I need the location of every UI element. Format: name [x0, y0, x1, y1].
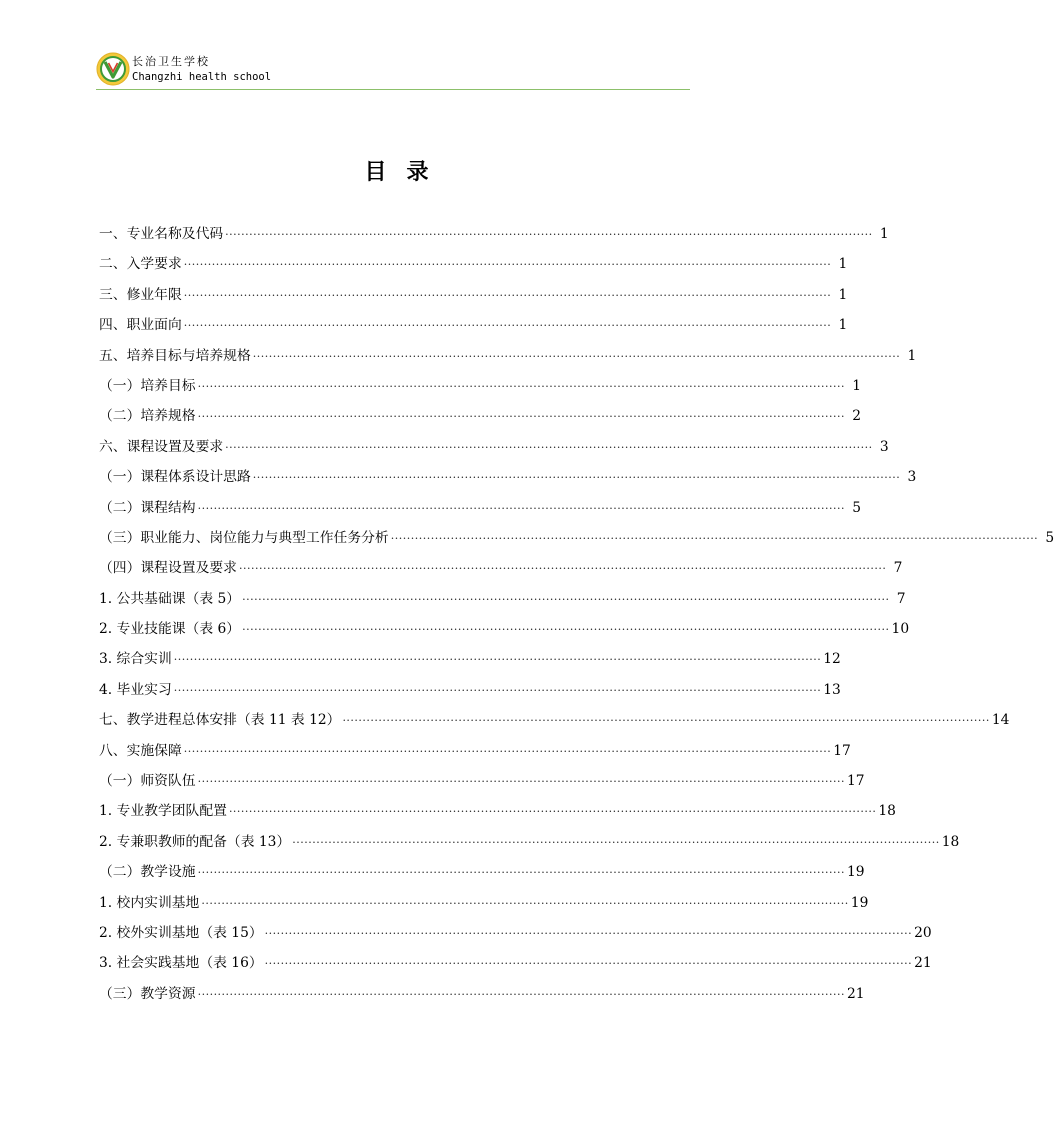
- toc-entry-title: 2. 专业技能课（表 6）: [99, 621, 241, 638]
- toc-entry-page-number: 1: [838, 256, 848, 273]
- toc-entry[interactable]: [99, 981, 865, 1011]
- school-name-chinese: 长治卫生学校: [132, 55, 210, 68]
- toc-dot-leader: ··································································································································································: [390, 531, 1039, 545]
- toc-dot-leader: ··································································································································································: [264, 957, 913, 971]
- school-emblem-icon: [96, 52, 130, 86]
- toc-entry-page-number: 1: [907, 347, 917, 364]
- toc-entry-title: 3. 综合实训: [99, 651, 172, 668]
- toc-entry-page-number: 5: [852, 499, 862, 516]
- toc-entry-page-number: 1: [838, 286, 848, 303]
- toc-entry[interactable]: [99, 768, 865, 798]
- toc-entry-page-number: 19: [847, 864, 865, 881]
- toc-entry-page-number: 10: [891, 621, 910, 638]
- toc-entry[interactable]: [99, 738, 851, 768]
- toc-dot-leader: ··································································································································································: [183, 319, 832, 333]
- toc-entry-page-number: 13: [823, 681, 841, 698]
- toc-entry[interactable]: [99, 464, 917, 494]
- toc-entry[interactable]: [99, 586, 906, 616]
- toc-entry-page-number: 7: [893, 560, 903, 577]
- toc-entry[interactable]: [99, 403, 862, 433]
- toc-dot-leader: ··································································································································································: [228, 805, 877, 819]
- toc-entry[interactable]: [99, 555, 903, 585]
- school-name-english: Changzhi health school: [132, 71, 272, 83]
- toc-dot-leader: ··································································································································································: [173, 683, 822, 697]
- toc-entry-title: 2. 校外实训基地（表 15）: [99, 924, 263, 941]
- toc-entry-page-number: 3: [879, 438, 889, 455]
- toc-entry-title: 五、培养目标与培养规格: [99, 347, 251, 364]
- toc-entry-title: （二）教学设施: [99, 864, 196, 881]
- toc-entry-page-number: 12: [823, 651, 841, 668]
- toc-entry-title: 1. 校内实训基地: [99, 894, 200, 911]
- toc-entry-page-number: 17: [833, 742, 851, 759]
- toc-entry-page-number: 14: [991, 712, 1010, 729]
- toc-entry[interactable]: [99, 798, 896, 828]
- toc-entry-title: （二）课程结构: [99, 499, 196, 516]
- toc-dot-leader: ··································································································································································: [183, 258, 832, 272]
- toc-entry[interactable]: [99, 829, 960, 859]
- toc-dot-leader: ··································································································································································: [342, 714, 990, 728]
- toc-entry[interactable]: [99, 920, 932, 950]
- toc-entry-page-number: 18: [878, 803, 896, 820]
- toc-entry[interactable]: [99, 251, 848, 281]
- toc-entry-page-number: 2: [852, 408, 862, 425]
- toc-entry[interactable]: [99, 950, 932, 980]
- toc-dot-leader: ··································································································································································: [242, 592, 890, 606]
- toc-dot-leader: ··································································································································································: [225, 440, 873, 454]
- toc-entry-title: 4. 毕业实习: [99, 681, 172, 698]
- toc-dot-leader: ··································································································································································: [252, 471, 901, 485]
- toc-entry[interactable]: [99, 616, 910, 646]
- toc-title: 目录: [364, 160, 449, 185]
- toc-entry-title: 1. 公共基础课（表 5）: [99, 590, 241, 607]
- table-of-contents: [99, 221, 1054, 1011]
- toc-entry-title: （一）师资队伍: [99, 773, 196, 790]
- toc-entry[interactable]: [99, 707, 1010, 737]
- toc-entry-title: 二、入学要求: [99, 256, 182, 273]
- toc-entry-page-number: 1: [879, 226, 889, 242]
- toc-dot-leader: ··································································································································································: [197, 410, 846, 424]
- toc-dot-leader: ··································································································································································: [173, 653, 822, 667]
- toc-entry[interactable]: [99, 525, 1054, 555]
- toc-entry-title: （一）课程体系设计思路: [99, 469, 251, 486]
- toc-entry[interactable]: [99, 312, 848, 342]
- toc-dot-leader: ··································································································································································: [197, 866, 846, 880]
- toc-entry-title: （四）课程设置及要求: [99, 560, 237, 577]
- toc-dot-leader: ··································································································································································: [197, 775, 846, 789]
- toc-entry-title: 六、课程设置及要求: [99, 438, 224, 455]
- toc-entry-page-number: 19: [850, 894, 869, 911]
- toc-entry-title: 一、专业名称及代码: [99, 226, 224, 242]
- toc-entry-title: 1. 专业教学团队配置: [99, 803, 227, 820]
- toc-entry[interactable]: [99, 373, 862, 403]
- toc-entry-title: （三）教学资源: [99, 985, 196, 1002]
- toc-dot-leader: ··································································································································································: [242, 623, 890, 637]
- toc-dot-leader: ··································································································································································: [225, 228, 873, 241]
- toc-entry-title: （三）职业能力、岗位能力与典型工作任务分析: [99, 529, 389, 546]
- toc-entry-page-number: 20: [914, 924, 932, 941]
- toc-dot-leader: ··································································································································································: [183, 744, 832, 758]
- header-divider: [96, 89, 690, 90]
- toc-entry[interactable]: [99, 859, 865, 889]
- toc-entry-title: （一）培养目标: [99, 377, 196, 394]
- toc-entry-page-number: 7: [896, 590, 906, 607]
- toc-entry-page-number: 1: [852, 377, 862, 394]
- toc-entry-title: 3. 社会实践基地（表 16）: [99, 955, 263, 972]
- toc-dot-leader: ··································································································································································: [197, 379, 846, 393]
- toc-dot-leader: ··································································································································································: [238, 562, 887, 576]
- toc-dot-leader: ··································································································································································: [201, 896, 849, 910]
- toc-dot-leader: ··································································································································································: [197, 501, 846, 515]
- toc-entry[interactable]: [99, 495, 862, 525]
- toc-entry[interactable]: [99, 890, 869, 920]
- toc-entry-title: 八、实施保障: [99, 742, 182, 759]
- toc-dot-leader: ··································································································································································: [183, 288, 832, 302]
- toc-dot-leader: ··································································································································································: [292, 835, 940, 849]
- toc-entry-title: 七、教学进程总体安排（表 11 表 12）: [99, 712, 341, 729]
- toc-entry-page-number: 17: [847, 773, 865, 790]
- toc-entry[interactable]: [99, 282, 848, 312]
- toc-entry-page-number: 5: [1045, 529, 1054, 546]
- toc-dot-leader: ··································································································································································: [197, 987, 846, 1001]
- toc-entry[interactable]: [99, 434, 889, 464]
- toc-entry[interactable]: [99, 343, 917, 373]
- toc-entry-title: 三、修业年限: [99, 286, 182, 303]
- toc-entry[interactable]: [99, 646, 841, 676]
- toc-entry-page-number: 21: [847, 985, 865, 1002]
- toc-entry-page-number: 21: [914, 955, 932, 972]
- page-header: [96, 52, 690, 88]
- toc-dot-leader: ··································································································································································: [252, 349, 901, 363]
- toc-entry-title: （二）培养规格: [99, 408, 196, 425]
- toc-entry-title: 四、职业面向: [99, 317, 182, 334]
- toc-entry-page-number: 18: [941, 833, 960, 850]
- toc-entry-page-number: 1: [838, 317, 848, 334]
- toc-entry[interactable]: [99, 677, 841, 707]
- toc-entry-page-number: 3: [907, 469, 917, 486]
- toc-dot-leader: ··································································································································································: [264, 926, 913, 940]
- toc-entry-title: 2. 专兼职教师的配备（表 13）: [99, 833, 291, 850]
- toc-entry[interactable]: [99, 221, 889, 251]
